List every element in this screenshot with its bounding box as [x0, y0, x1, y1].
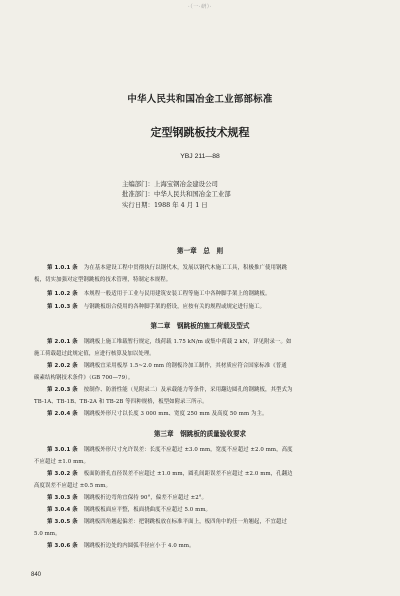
clause — [47, 446, 365, 456]
clause-continuation: 碳素结构钢技术条件》（GB 700—79）。 — [34, 375, 134, 381]
clause — [47, 303, 365, 313]
clause — [47, 470, 365, 480]
clause-number: 第 3.0.3 条 — [47, 495, 78, 501]
clause-text: 与钢跳板组合使用的各种脚手架的搭设，应按有关的规程或规定进行施工。 — [83, 304, 265, 310]
meta-block — [122, 179, 231, 210]
clause — [47, 506, 365, 516]
clause — [47, 410, 365, 420]
issuing-authority: 中华人民共和国冶金工业部部标准 — [127, 94, 273, 105]
clause-text: 本规程一般适用于工业与民用建筑安装工程等施工中各种脚手架上的钢跳板。 — [83, 291, 271, 297]
page-number: 840 — [31, 572, 42, 578]
effective-date: 实行日期：1988 年 4 月 1 日 — [122, 200, 208, 209]
clause-text: 为在基本建设工程中贯彻执行以钢代木，发展以钢代木施工工具，积极推广使用钢跳 — [83, 265, 287, 271]
clause-text: 钢跳板宜采用板厚 1.5~2.0 mm 的钢板冷加工制作，其材质应符合国家标准《普通 — [83, 363, 287, 369]
clause-continuation: 施工荷载超过此规定值，应进行核算及加以处理。 — [34, 351, 155, 357]
clause-text: 钢跳板外形尺寸以长度 3 000 mm、宽度 250 mm 及高度 50 mm 为主。 — [83, 411, 268, 417]
clause-text: 钢跳板折边处的内圆弧半径应小于 4.0 mm。 — [83, 543, 195, 549]
clause-continuation: 不应超过 ±1.0 mm。 — [34, 459, 89, 465]
clause-number: 第 2.0.3 条 — [47, 387, 78, 393]
clause-text: 按制作、防滑性能（见附录二）及承载能力等条件，采用翻边圆孔的钢跳板，其型式为 — [83, 387, 293, 393]
clause — [47, 338, 365, 348]
clause — [47, 494, 365, 504]
clause-continuation: TB-1A、TB-1B、TB-2A 和 TB-2B 等四种规格，板型如附录三所示。 — [34, 399, 208, 405]
clause-text: 钢跳板折边弯角宜保持 90°，偏差不应超过 ±2°。 — [83, 495, 208, 501]
clause-text: 钢跳板四角翘起偏差：把钢跳板放在标准平面上，板四角中的任一角翘起，不宜超过 — [83, 519, 287, 525]
clause — [47, 386, 365, 396]
approving-department: 批准部门：中华人民共和国冶金工业部 — [122, 190, 231, 199]
clause-number: 第 2.0.2 条 — [47, 363, 78, 369]
clause-continuation: 板，切实加强对定型钢跳板的技术管理，特制定本规程。 — [34, 277, 172, 283]
clause-continuation: 高度误差不应超过 ±0.5 mm。 — [34, 483, 111, 489]
clause-number: 第 3.0.6 条 — [47, 543, 78, 549]
chapter-heading: 第三章 钢跳板的质量验收要求 — [153, 430, 247, 438]
clause-number: 第 1.0.2 条 — [47, 291, 78, 297]
clause-text: 板面防滑孔直径误差不应超过 ±1.0 mm，圆孔间距误差不应超过 ±2.0 mm，孔翻边 — [83, 471, 293, 477]
standard-code: YBJ 211—88 — [180, 153, 220, 160]
clause — [47, 264, 365, 274]
clause-number: 第 3.0.1 条 — [47, 447, 78, 453]
top-mark: ·（一·研）· — [188, 4, 212, 10]
clause-text: 钢跳板外形尺寸允许误差：长度不应超过 ±3.0 mm，宽度不应超过 ±2.0 mm，高度 — [83, 447, 293, 453]
clause — [47, 542, 365, 552]
clause-text: 钢跳板上施工堆载暂行规定，线荷载 1.75 kN/m 或集中荷载 2 kN，详见附录一。如 — [83, 339, 292, 345]
clause — [47, 290, 365, 300]
document-title: 定型钢跳板技术规程 — [150, 126, 250, 139]
clause-number: 第 2.0.4 条 — [47, 411, 78, 417]
clause-number: 第 3.0.2 条 — [47, 471, 78, 477]
clause-number: 第 2.0.1 条 — [47, 339, 78, 345]
chapter-heading: 第一章 总 则 — [176, 247, 224, 255]
clause-number: 第 3.0.4 条 — [47, 507, 78, 513]
chapter-heading: 第二章 钢跳板的施工荷载及型式 — [150, 322, 250, 330]
clause-number: 第 1.0.1 条 — [47, 265, 78, 271]
clause-number: 第 3.0.5 条 — [47, 519, 78, 525]
clause — [47, 362, 365, 372]
clause-text: 钢跳板板面应平整，板面挠曲度不应超过 5.0 mm。 — [83, 507, 212, 513]
clause — [47, 518, 365, 528]
clause-continuation: 5.0 mm。 — [34, 531, 61, 537]
editor-department: 主编部门：上海宝钢冶金建设公司 — [122, 180, 218, 188]
clause-number: 第 1.0.3 条 — [47, 304, 78, 310]
